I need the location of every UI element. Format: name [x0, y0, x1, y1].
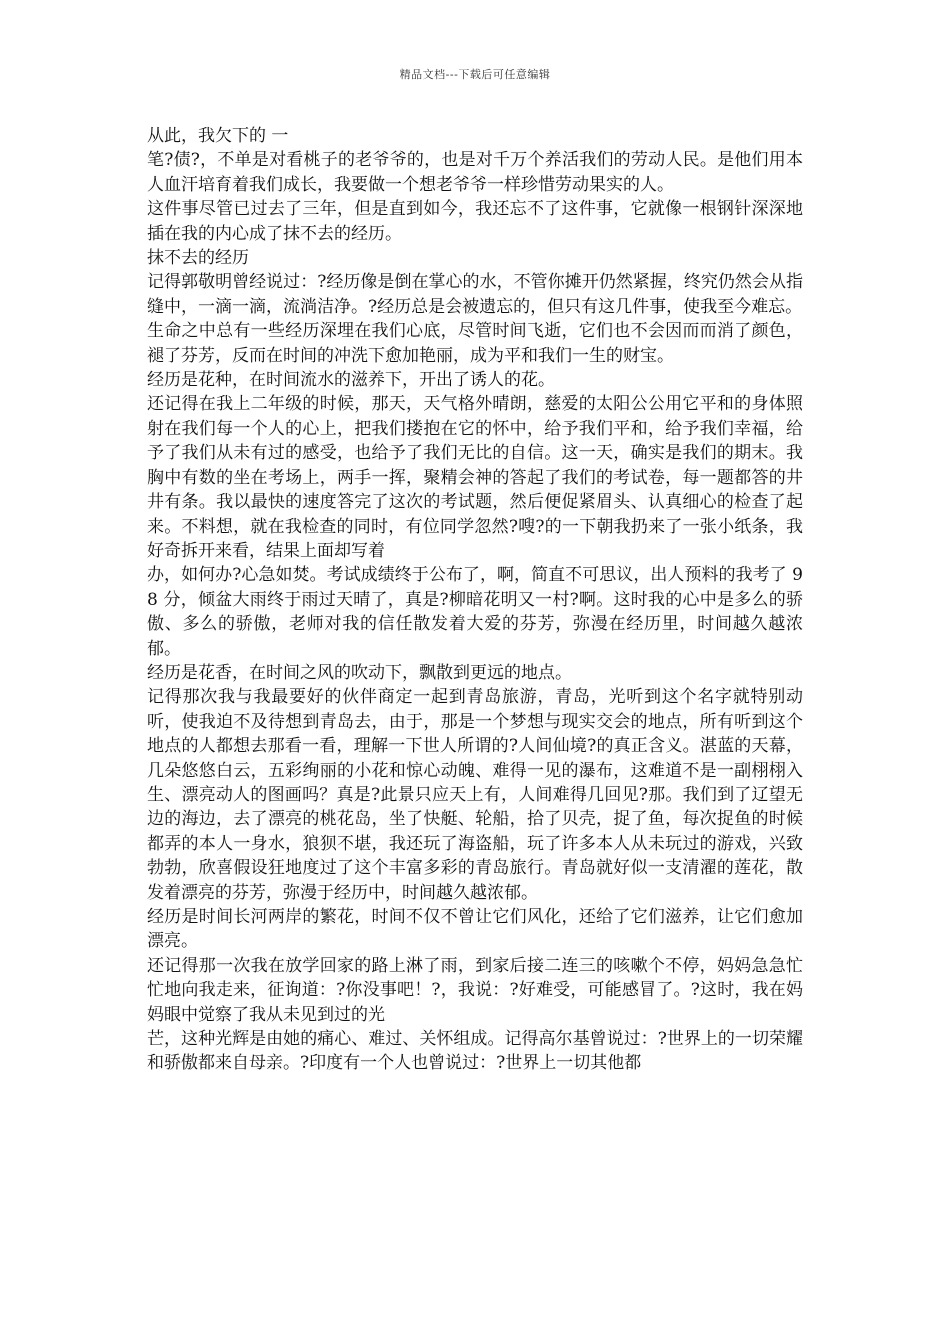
paragraph: 还记得在我上二年级的时候，那天，天气格外晴朗，慈爱的太阳公公用它平和的身体照射在我们每一个人的心上，把我们搂抱在它的怀中，给予我们平和，给予我们幸福，给予了我们从未有过的感受，也给予了我们无比的自信。这一天，确实是我们的期末。我胸中有数的坐在考场上，两手一挥，聚精会神的答起了我们的考试卷，每一题都答的井井有条。我以最快的速度答完了这次的考试题，然后便促紧眉头、认真细心的检查了起来。不料想，就在我检查的同时，有位同学忽然?嗖?的一下朝我扔来了一张小纸条，我好奇拆开来看，结果上面却写着 — [147, 394, 803, 561]
paragraph: 芒，这种光辉是由她的痛心、难过、关怀组成。记得高尔基曾说过：?世界上的一切荣耀和骄傲都来自母亲。?印度有一个人也曾说过：?世界上一切其他都 — [147, 1029, 803, 1074]
section-title: 抹不去的经历 — [147, 248, 249, 269]
paragraph: 这件事尽管已过去了三年，但是直到如今，我还忘不了这件事，它就像一根钢针深深地插在我的内心成了抹不去的经历。 — [147, 199, 803, 244]
paragraph: 办，如何办?心急如焚。考试成绩终于公布了，啊，简直不可思议，出人预料的我考了 98 分，倾盆大雨终于雨过天晴了，真是?柳暗花明又一村?啊。这时我的心中是多么的骄傲、多么的骄傲，老师对我的信任散发着大爱的芬芳，弥漫在经历里，时间越久越浓郁。 — [147, 565, 803, 659]
paragraph: 经历是时间长河两岸的繁花，时间不仅不曾让它们风化，还给了它们滋养，让它们愈加漂亮。 — [147, 907, 803, 952]
page-header: 精品文档---下载后可任意编辑 — [399, 68, 551, 81]
paragraph: 生命之中总有一些经历深埋在我们心底，尽管时间飞逝，它们也不会因而而消了颜色，褪了芬芳，反而在时间的冲洗下愈加艳丽，成为平和我们一生的财宝。 — [147, 321, 803, 366]
paragraph: 经历是花种，在时间流水的滋养下，开出了诱人的花。 — [147, 370, 555, 391]
paragraph: 笔?债?，不单是对看桃子的老爷爷的，也是对千万个养活我们的劳动人民。是他们用本人血汗培育着我们成长，我要做一个想老爷爷一样珍惜劳动果实的人。 — [147, 150, 803, 195]
paragraph: 还记得那一次我在放学回家的路上淋了雨，到家后接二连三的咳嗽个不停，妈妈急急忙忙地向我走来，征询道：?你没事吧！?，我说：?好难受，可能感冒了。?这时，我在妈妈眼中觉察了我从未见到过的光 — [147, 955, 803, 1025]
paragraph: 经历是花香，在时间之风的吹动下，飘散到更远的地点。 — [147, 662, 572, 683]
paragraph: 记得郭敬明曾经说过：?经历像是倒在掌心的水，不管你摊开仍然紧握，终究仍然会从指缝中，一滴一滴，流淌洁净。?经历总是会被遗忘的，但只有这几件事，使我至今难忘。 — [147, 272, 803, 317]
paragraph: 从此，我欠下的 一 — [147, 126, 289, 146]
document-body — [147, 124, 803, 1076]
paragraph: 记得那次我与我最要好的伙伴商定一起到青岛旅游，青岛，光听到这个名字就特别动听，使我迫不及待想到青岛去，由于，那是一个梦想与现实交会的地点，所有听到这个地点的人都想去那看一看，理解一下世人所谓的?人间仙境?的真正含义。湛蓝的天幕，几朵悠悠白云，五彩绚丽的小花和惊心动魄、难得一见的瀑布，这难道不是一副栩栩入生、漂亮动人的图画吗？真是?此景只应天上有，人间难得几回见?那。我们到了辽望无边的海边，去了漂亮的桃花岛，坐了快艇、轮船，拾了贝壳，捉了鱼，每次捉鱼的时候都弄的本人一身水，狼狈不堪，我还玩了海盗船，玩了许多本人从未玩过的游戏，兴致勃勃，欣喜假设狂地度过了这个丰富多彩的青岛旅行。青岛就好似一支清濯的莲花，散发着漂亮的芬芳，弥漫于经历中，时间越久越浓郁。 — [147, 687, 803, 903]
